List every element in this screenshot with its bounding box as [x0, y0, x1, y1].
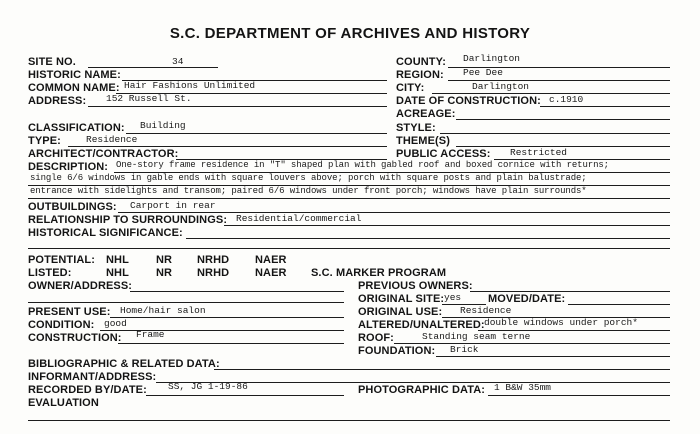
original-site-label: ORIGINAL SITE:	[358, 293, 445, 305]
outbuildings-value: Carport in rear	[130, 200, 216, 211]
original-use-label: ORIGINAL USE:	[358, 306, 443, 318]
site-no-label: SITE NO.	[28, 56, 76, 68]
county-value: Darlington	[463, 53, 521, 64]
construction-label: CONSTRUCTION:	[28, 332, 122, 344]
condition-value: good	[104, 318, 127, 329]
owner-address-label: OWNER/ADDRESS:	[28, 280, 133, 292]
date-construction-label: DATE OF CONSTRUCTION:	[396, 95, 541, 107]
roof-value: Standing seam terne	[422, 331, 531, 342]
previous-owners-line	[470, 291, 670, 292]
relationship-value: Residential/commercial	[236, 213, 362, 224]
site-no-line	[88, 67, 218, 68]
region-label: REGION:	[396, 69, 444, 81]
altered-label: ALTERED/UNALTERED:	[358, 319, 485, 331]
acreage-label: ACREAGE:	[396, 108, 456, 120]
potential-label: POTENTIAL:	[28, 254, 95, 266]
classification-label: CLASSIFICATION:	[28, 122, 125, 134]
condition-label: CONDITION:	[28, 319, 95, 331]
bibliographic-label: BIBLIOGRAPHIC & RELATED DATA:	[28, 358, 220, 370]
photographic-line	[488, 395, 670, 396]
listed-nhl: NHL	[106, 267, 129, 279]
previous-owners-label: PREVIOUS OWNERS:	[358, 280, 473, 292]
recorded-by-line	[146, 395, 344, 396]
roof-line	[394, 343, 670, 344]
site-no-value: 34	[172, 56, 184, 67]
evaluation-label: EVALUATION	[28, 397, 99, 409]
foundation-label: FOUNDATION:	[358, 345, 436, 357]
region-value: Pee Dee	[463, 67, 503, 78]
description-text-2: single 6/6 windows in gable ends with square louvers above; porch with square posts and plain balustrade;	[30, 173, 587, 183]
marker-program-label: S.C. MARKER PROGRAM	[311, 267, 447, 279]
original-site-value: yes	[444, 292, 462, 303]
city-value: Darlington	[472, 81, 530, 92]
recorded-by-label: RECORDED BY/DATE:	[28, 384, 147, 396]
present-use-value: Home/hair salon	[120, 305, 206, 316]
moved-date-label: MOVED/DATE:	[488, 293, 566, 305]
listed-nr: NR	[156, 267, 173, 279]
historical-significance-label: HISTORICAL SIGNIFICANCE:	[28, 227, 183, 239]
type-line	[68, 146, 387, 147]
form-title: S.C. DEPARTMENT OF ARCHIVES AND HISTORY	[169, 25, 531, 42]
potential-nr: NR	[156, 254, 173, 266]
common-name-label: COMMON NAME:	[28, 82, 120, 94]
potential-nhl: NHL	[106, 254, 129, 266]
listed-label: LISTED:	[28, 267, 72, 279]
construction-line	[118, 343, 344, 344]
owner-address-line-2	[28, 302, 344, 303]
relationship-line	[224, 225, 670, 226]
photographic-label: PHOTOGRAPHIC DATA:	[358, 384, 486, 396]
historic-name-label: HISTORIC NAME:	[28, 69, 121, 81]
classification-value: Building	[140, 120, 186, 131]
relationship-label: RELATIONSHIP TO SURROUNDINGS:	[28, 214, 228, 226]
moved-date-line	[568, 304, 670, 305]
style-label: STYLE:	[396, 122, 436, 134]
recorded-by-value: SS, JG 1-19-86	[168, 381, 248, 392]
photographic-value: 1 B&W 35mm	[494, 382, 552, 393]
original-use-value: Residence	[460, 305, 512, 316]
type-label: TYPE:	[28, 135, 61, 147]
construction-value: Frame	[136, 329, 165, 340]
potential-nrhd: NRHD	[197, 254, 230, 266]
section-divider	[28, 248, 670, 249]
bibliographic-line	[214, 369, 670, 370]
listed-naer: NAER	[255, 267, 287, 279]
acreage-line	[456, 119, 670, 120]
historical-significance-line	[186, 238, 670, 239]
description-text-1: One-story frame residence in "T" shaped plan with gabled roof and boxed cornice with returns;	[116, 160, 609, 170]
county-label: COUNTY:	[396, 56, 446, 68]
description-line-3	[28, 198, 670, 199]
style-line	[440, 133, 670, 134]
public-access-label: PUBLIC ACCESS:	[396, 148, 491, 160]
altered-value: double windows under porch*	[484, 317, 638, 328]
type-value: Residence	[86, 134, 138, 145]
outbuildings-label: OUTBUILDINGS:	[28, 201, 117, 213]
foundation-value: Brick	[450, 344, 479, 355]
owner-address-line-1	[130, 291, 344, 292]
foundation-line	[436, 356, 670, 357]
classification-line	[126, 133, 387, 134]
potential-naer: NAER	[255, 254, 287, 266]
date-construction-line	[540, 106, 670, 107]
description-label: DESCRIPTION:	[28, 161, 109, 173]
informant-label: INFORMANT/ADDRESS:	[28, 371, 157, 383]
address-label: ADDRESS:	[28, 95, 87, 107]
present-use-label: PRESENT USE:	[28, 306, 111, 318]
architect-label: ARCHITECT/CONTRACTOR:	[28, 148, 179, 160]
description-text-3: entrance with sidelights and transom; paired 6/6 windows under front porch; windows have plain surrounds*	[30, 186, 587, 196]
listed-nrhd: NRHD	[197, 267, 230, 279]
address-value: 152 Russell St.	[106, 93, 192, 104]
city-label: CITY:	[396, 82, 425, 94]
date-construction-value: c.1910	[549, 94, 584, 105]
public-access-value: Restricted	[510, 147, 568, 158]
common-name-value: Hair Fashions Unlimited	[124, 80, 256, 91]
present-use-line	[110, 317, 344, 318]
outbuildings-line	[118, 212, 670, 213]
roof-label: ROOF:	[358, 332, 394, 344]
evaluation-line	[28, 420, 670, 421]
address-line	[88, 106, 387, 107]
themes-label: THEME(S)	[396, 135, 450, 147]
